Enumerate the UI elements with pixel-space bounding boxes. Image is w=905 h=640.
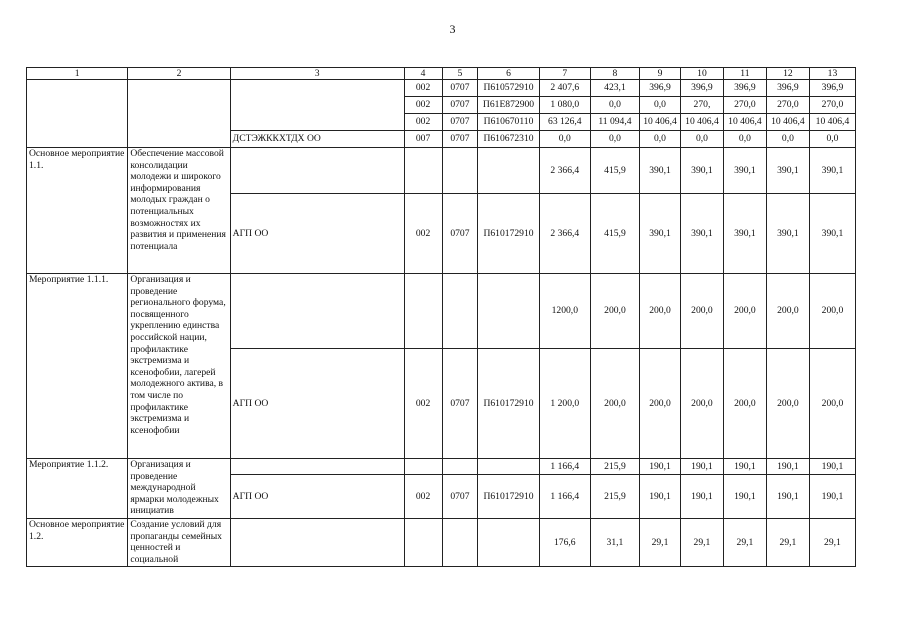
value-cell: 190,1: [766, 475, 809, 519]
value-cell: 10 406,4: [640, 114, 681, 131]
value-cell: 0,0: [640, 131, 681, 148]
section-cell: 0707: [442, 349, 478, 459]
value-cell: 0,0: [809, 131, 855, 148]
value-cell: 270,0: [723, 97, 766, 114]
value-cell: 190,1: [680, 475, 723, 519]
section-cell: 0707: [442, 114, 478, 131]
measure-description: Организация и проведение регионального форума, посвященного укреплению единства российской нации, профилактике экстремизма и ксенофобии, лагерей молодежного актива, в том числе по профилактике экстремизма и ксенофобии: [128, 274, 230, 459]
executor-cell: ДСТЭЖККХТДХ ОО: [230, 131, 404, 148]
column-header: 2: [128, 68, 230, 80]
value-cell: 0,0: [766, 131, 809, 148]
measure-description: Создание условий для пропаганды семейных ценностей и социальной: [128, 519, 230, 567]
target-article-cell: П610172910: [478, 349, 539, 459]
value-cell: 1 080,0: [539, 97, 590, 114]
column-header: 4: [404, 68, 442, 80]
total-value-cell: 390,1: [640, 148, 681, 194]
empty-cell: [230, 148, 404, 194]
measure-name: Основное мероприятие 1.2.: [27, 519, 128, 567]
header-row: [27, 68, 856, 80]
value-cell: 190,1: [723, 475, 766, 519]
empty-cell: [442, 148, 478, 194]
total-value-cell: 176,6: [539, 519, 590, 567]
grbs-cell: 002: [404, 114, 442, 131]
value-cell: 200,0: [809, 349, 855, 459]
value-cell: 396,9: [680, 80, 723, 97]
value-cell: 270,0: [809, 97, 855, 114]
total-value-cell: 200,0: [590, 274, 639, 349]
grbs-cell: 007: [404, 131, 442, 148]
measure-description: Организация и проведение международной ярмарки молодежных инициатив: [128, 459, 230, 519]
empty-cell: [230, 519, 404, 567]
total-value-cell: 190,1: [809, 459, 855, 475]
value-cell: 423,1: [590, 80, 639, 97]
value-cell: 270,: [680, 97, 723, 114]
value-cell: 10 406,4: [766, 114, 809, 131]
column-header: 11: [723, 68, 766, 80]
column-header: 3: [230, 68, 404, 80]
value-cell: 190,1: [640, 475, 681, 519]
grbs-cell: 002: [404, 97, 442, 114]
empty-cell: [442, 274, 478, 349]
target-article-cell: П610670110: [478, 114, 539, 131]
value-cell: 390,1: [723, 194, 766, 274]
value-cell: 200,0: [680, 349, 723, 459]
total-value-cell: 29,1: [640, 519, 681, 567]
total-value-cell: 1200,0: [539, 274, 590, 349]
value-cell: 0,0: [590, 131, 639, 148]
empty-cell: [404, 274, 442, 349]
value-cell: 200,0: [640, 349, 681, 459]
empty-cell: [442, 459, 478, 475]
value-cell: 390,1: [809, 194, 855, 274]
table-row: [27, 80, 856, 97]
value-cell: 200,0: [766, 349, 809, 459]
value-cell: 396,9: [766, 80, 809, 97]
total-value-cell: 190,1: [680, 459, 723, 475]
target-article-cell: П610172910: [478, 475, 539, 519]
grbs-cell: 002: [404, 194, 442, 274]
empty-cell: [404, 459, 442, 475]
column-header: 10: [680, 68, 723, 80]
total-value-cell: 29,1: [809, 519, 855, 567]
total-value-cell: 200,0: [809, 274, 855, 349]
executor-cell: АГП ОО: [230, 194, 404, 274]
value-cell: 270,0: [766, 97, 809, 114]
value-cell: 396,9: [809, 80, 855, 97]
column-header: 7: [539, 68, 590, 80]
total-value-cell: 190,1: [640, 459, 681, 475]
total-value-cell: 390,1: [723, 148, 766, 194]
column-header: 13: [809, 68, 855, 80]
value-cell: 190,1: [809, 475, 855, 519]
empty-cell: [230, 274, 404, 349]
target-article-cell: П610172910: [478, 194, 539, 274]
measure-name: Основное мероприятие 1.1.: [27, 148, 128, 274]
value-cell: 396,9: [640, 80, 681, 97]
total-value-cell: 190,1: [766, 459, 809, 475]
value-cell: 63 126,4: [539, 114, 590, 131]
total-value-cell: 190,1: [723, 459, 766, 475]
grbs-cell: 002: [404, 475, 442, 519]
total-value-cell: 2 366,4: [539, 148, 590, 194]
total-value-cell: 29,1: [766, 519, 809, 567]
total-value-cell: 390,1: [766, 148, 809, 194]
value-cell: 0,0: [640, 97, 681, 114]
total-value-cell: 200,0: [680, 274, 723, 349]
table-row: [27, 148, 856, 194]
section-cell: 0707: [442, 131, 478, 148]
measure-name: Мероприятие 1.1.1.: [27, 274, 128, 459]
value-cell: 415,9: [590, 194, 639, 274]
target-article-cell: П61Е872900: [478, 97, 539, 114]
value-cell: 0,0: [723, 131, 766, 148]
value-cell: 390,1: [766, 194, 809, 274]
empty-cell: [230, 459, 404, 475]
empty-cell: [230, 80, 404, 131]
value-cell: 390,1: [680, 194, 723, 274]
empty-cell: [404, 148, 442, 194]
section-cell: 0707: [442, 475, 478, 519]
value-cell: 10 406,4: [809, 114, 855, 131]
column-header: 12: [766, 68, 809, 80]
total-value-cell: 390,1: [809, 148, 855, 194]
value-cell: 390,1: [640, 194, 681, 274]
value-cell: 0,0: [680, 131, 723, 148]
budget-table: [26, 67, 856, 567]
value-cell: 0,0: [539, 131, 590, 148]
total-value-cell: 29,1: [680, 519, 723, 567]
total-value-cell: 415,9: [590, 148, 639, 194]
empty-cell: [478, 274, 539, 349]
value-cell: 215,9: [590, 475, 639, 519]
empty-cell: [478, 459, 539, 475]
total-value-cell: 200,0: [766, 274, 809, 349]
measure-description: Обеспечение массовой консолидации молодежи и широкого информирования молодых граждан о потенциальных возможностях их развития и применения потенциала: [128, 148, 230, 274]
value-cell: 1 166,4: [539, 475, 590, 519]
value-cell: 2 407,6: [539, 80, 590, 97]
empty-cell: [404, 519, 442, 567]
executor-cell: АГП ОО: [230, 475, 404, 519]
total-value-cell: 390,1: [680, 148, 723, 194]
value-cell: 10 406,4: [680, 114, 723, 131]
value-cell: 200,0: [723, 349, 766, 459]
empty-cell: [442, 519, 478, 567]
total-value-cell: 1 166,4: [539, 459, 590, 475]
value-cell: 11 094,4: [590, 114, 639, 131]
column-header: 9: [640, 68, 681, 80]
empty-cell: [478, 519, 539, 567]
target-article-cell: П610672310: [478, 131, 539, 148]
total-value-cell: 215,9: [590, 459, 639, 475]
value-cell: 10 406,4: [723, 114, 766, 131]
value-cell: 396,9: [723, 80, 766, 97]
total-value-cell: 200,0: [640, 274, 681, 349]
column-header: 1: [27, 68, 128, 80]
value-cell: 0,0: [590, 97, 639, 114]
value-cell: 2 366,4: [539, 194, 590, 274]
empty-cell: [27, 80, 128, 148]
total-value-cell: 29,1: [723, 519, 766, 567]
empty-cell: [478, 148, 539, 194]
value-cell: 200,0: [590, 349, 639, 459]
page-number: 3: [449, 22, 456, 36]
grbs-cell: 002: [404, 349, 442, 459]
section-cell: 0707: [442, 80, 478, 97]
table-row: [27, 274, 856, 349]
total-value-cell: 200,0: [723, 274, 766, 349]
table-row: [27, 519, 856, 567]
column-header: 6: [478, 68, 539, 80]
table-row: [27, 459, 856, 475]
value-cell: 1 200,0: [539, 349, 590, 459]
grbs-cell: 002: [404, 80, 442, 97]
section-cell: 0707: [442, 97, 478, 114]
column-header: 5: [442, 68, 478, 80]
total-value-cell: 31,1: [590, 519, 639, 567]
section-cell: 0707: [442, 194, 478, 274]
target-article-cell: П610572910: [478, 80, 539, 97]
empty-cell: [128, 80, 230, 148]
column-header: 8: [590, 68, 639, 80]
executor-cell: АГП ОО: [230, 349, 404, 459]
measure-name: Мероприятие 1.1.2.: [27, 459, 128, 519]
